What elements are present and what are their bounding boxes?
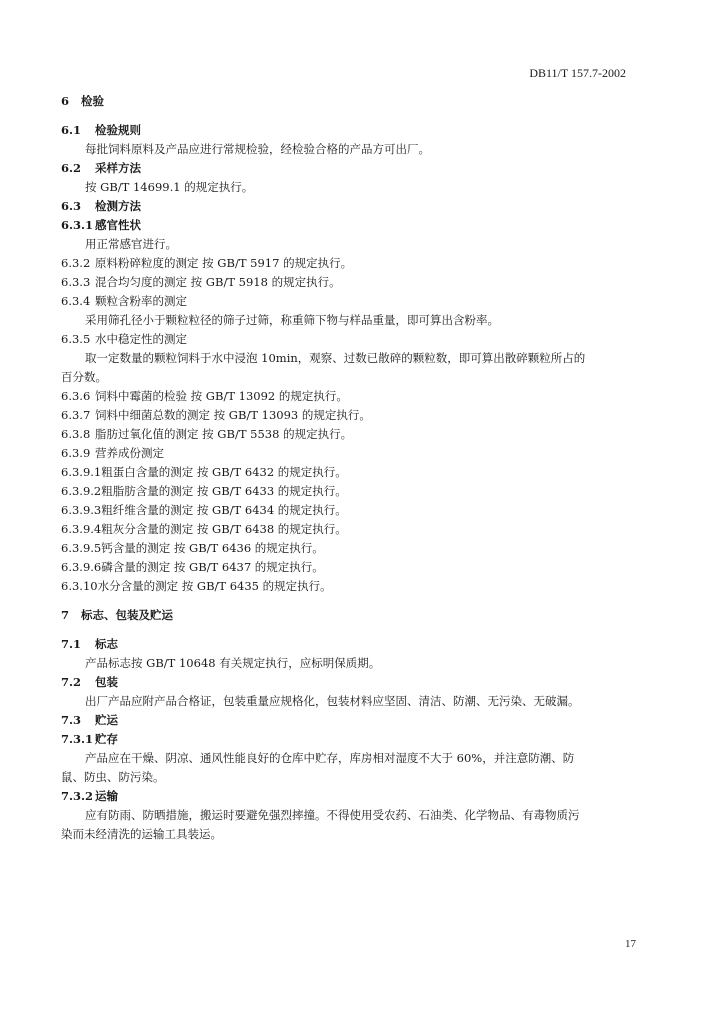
section-heading xyxy=(61,159,641,178)
text-line xyxy=(61,692,641,711)
section-number: 6.3.4 xyxy=(61,294,91,308)
section-number: 6 xyxy=(61,94,70,108)
text-line xyxy=(61,311,641,330)
section-number: 6.3.2 xyxy=(61,256,91,270)
section-spacer xyxy=(61,625,641,635)
section-heading xyxy=(61,787,641,806)
text-line xyxy=(61,654,641,673)
line-text: 采样方法 xyxy=(95,161,141,175)
section-number: 6.3.9.6 xyxy=(61,560,102,574)
line-text: 产品标志按 GB/T 10648 有关规定执行，应标明保质期。 xyxy=(85,656,381,670)
line-text: 检测方法 xyxy=(95,199,141,213)
text-line xyxy=(61,558,641,577)
section-heading xyxy=(61,635,641,654)
text-line xyxy=(61,178,641,197)
text-line xyxy=(61,235,641,254)
section-number: 6.2 xyxy=(61,161,82,175)
text-line xyxy=(61,425,641,444)
line-text: 水中稳定性的测定 xyxy=(95,332,187,346)
text-line xyxy=(61,539,641,558)
line-text: 感官性状 xyxy=(95,218,141,232)
section-heading xyxy=(61,730,641,749)
section-heading xyxy=(61,92,641,111)
text-line xyxy=(61,349,641,368)
line-text: 检验 xyxy=(81,94,104,108)
section-number: 6.3.3 xyxy=(61,275,91,289)
line-text: 标志、包装及贮运 xyxy=(81,608,173,622)
section-heading xyxy=(61,197,641,216)
line-text: 粗脂肪含量的测定 按 GB/T 6433 的规定执行。 xyxy=(101,484,347,498)
line-text: 出厂产品应附产品合格证，包装重量应规格化，包装材料应坚固、清洁、防潮、无污染、无破漏。 xyxy=(85,694,580,708)
section-heading xyxy=(61,711,641,730)
section-heading xyxy=(61,121,641,140)
section-number: 6.3.9.2 xyxy=(61,484,102,498)
line-text: 采用筛孔径小于颗粒粒径的筛子过筛，称重筛下物与样品重量，即可算出含粉率。 xyxy=(85,313,499,327)
line-text: 染而未经清洗的运输工具装运。 xyxy=(61,827,222,841)
line-text: 鼠、防虫、防污染。 xyxy=(61,770,165,784)
line-text: 混合均匀度的测定 按 GB/T 5918 的规定执行。 xyxy=(95,275,341,289)
text-line xyxy=(61,330,641,349)
section-number: 6.3.9.1 xyxy=(61,465,102,479)
line-text: 粗灰分含量的测定 按 GB/T 6438 的规定执行。 xyxy=(101,522,347,536)
section-number: 6.3.9.3 xyxy=(61,503,102,517)
text-line xyxy=(61,273,641,292)
section-number: 6.3.5 xyxy=(61,332,91,346)
text-line xyxy=(61,577,641,596)
text-line xyxy=(61,406,641,425)
section-number: 7.3.2 xyxy=(61,789,94,803)
line-text: 标志 xyxy=(95,637,118,651)
text-line xyxy=(61,749,641,768)
line-text: 应有防雨、防晒措施，搬运时要避免强烈摔撞。不得使用受农药、石油类、化学物品、有毒物质污 xyxy=(85,808,580,822)
text-line xyxy=(61,482,641,501)
line-text: 营养成份测定 xyxy=(95,446,164,460)
line-text: 取一定数量的颗粒饲料于水中浸泡 10min，观察、过数已散碎的颗粒数，即可算出散碎颗粒所占的 xyxy=(85,351,586,365)
line-text: 贮运 xyxy=(95,713,118,727)
section-spacer xyxy=(61,111,641,121)
line-text: 原料粉碎粒度的测定 按 GB/T 5917 的规定执行。 xyxy=(95,256,353,270)
section-number: 6.3.9.5 xyxy=(61,541,102,555)
text-line xyxy=(61,368,641,387)
page-number: 17 xyxy=(625,938,636,950)
text-line xyxy=(61,768,641,787)
text-line xyxy=(61,463,641,482)
section-number: 6.1 xyxy=(61,123,82,137)
line-text: 产品应在干燥、阴凉、通风性能良好的仓库中贮存，库房相对湿度不大于 60%，并注意防潮、防 xyxy=(85,751,575,765)
line-text: 贮存 xyxy=(95,732,118,746)
section-heading xyxy=(61,673,641,692)
line-text: 按 GB/T 14699.1 的规定执行。 xyxy=(85,180,254,194)
section-number: 6.3.1 xyxy=(61,218,94,232)
section-number: 7.2 xyxy=(61,675,82,689)
line-text: 检验规则 xyxy=(95,123,141,137)
section-number: 6.3.9 xyxy=(61,446,91,460)
line-text: 粗蛋白含量的测定 按 GB/T 6432 的规定执行。 xyxy=(101,465,347,479)
section-number: 6.3.8 xyxy=(61,427,91,441)
text-line xyxy=(61,140,641,159)
section-heading xyxy=(61,216,641,235)
line-text: 磷含量的测定 按 GB/T 6437 的规定执行。 xyxy=(101,560,324,574)
line-text: 运输 xyxy=(95,789,118,803)
line-text: 钙含量的测定 按 GB/T 6436 的规定执行。 xyxy=(101,541,324,555)
section-number: 6.3 xyxy=(61,199,82,213)
text-line xyxy=(61,444,641,463)
section-number: 7 xyxy=(61,608,70,622)
text-line xyxy=(61,254,641,273)
line-text: 饲料中霉菌的检验 按 GB/T 13092 的规定执行。 xyxy=(95,389,348,403)
section-heading xyxy=(61,606,641,625)
document-body xyxy=(61,92,641,844)
section-spacer xyxy=(61,596,641,606)
line-text: 每批饲料原料及产品应进行常规检验，经检验合格的产品方可出厂。 xyxy=(85,142,430,156)
line-text: 颗粒含粉率的测定 xyxy=(95,294,187,308)
section-number: 6.3.7 xyxy=(61,408,91,422)
text-line xyxy=(61,501,641,520)
line-text: 水分含量的测定 按 GB/T 6435 的规定执行。 xyxy=(97,579,332,593)
text-line xyxy=(61,292,641,311)
line-text: 饲料中细菌总数的测定 按 GB/T 13093 的规定执行。 xyxy=(95,408,371,422)
line-text: 百分数。 xyxy=(61,370,107,384)
line-text: 粗纤维含量的测定 按 GB/T 6434 的规定执行。 xyxy=(101,503,347,517)
section-number: 7.3.1 xyxy=(61,732,94,746)
line-text: 包装 xyxy=(95,675,118,689)
document-code-header: DB11/T 157.7-2002 xyxy=(529,66,626,80)
section-number: 7.1 xyxy=(61,637,82,651)
section-number: 6.3.9.4 xyxy=(61,522,102,536)
section-number: 6.3.6 xyxy=(61,389,91,403)
text-line xyxy=(61,520,641,539)
line-text: 用正常感官进行。 xyxy=(85,237,177,251)
text-line xyxy=(61,806,641,825)
text-line xyxy=(61,387,641,406)
section-number: 6.3.10 xyxy=(61,579,98,593)
section-number: 7.3 xyxy=(61,713,82,727)
line-text: 脂肪过氧化值的测定 按 GB/T 5538 的规定执行。 xyxy=(95,427,353,441)
text-line xyxy=(61,825,641,844)
